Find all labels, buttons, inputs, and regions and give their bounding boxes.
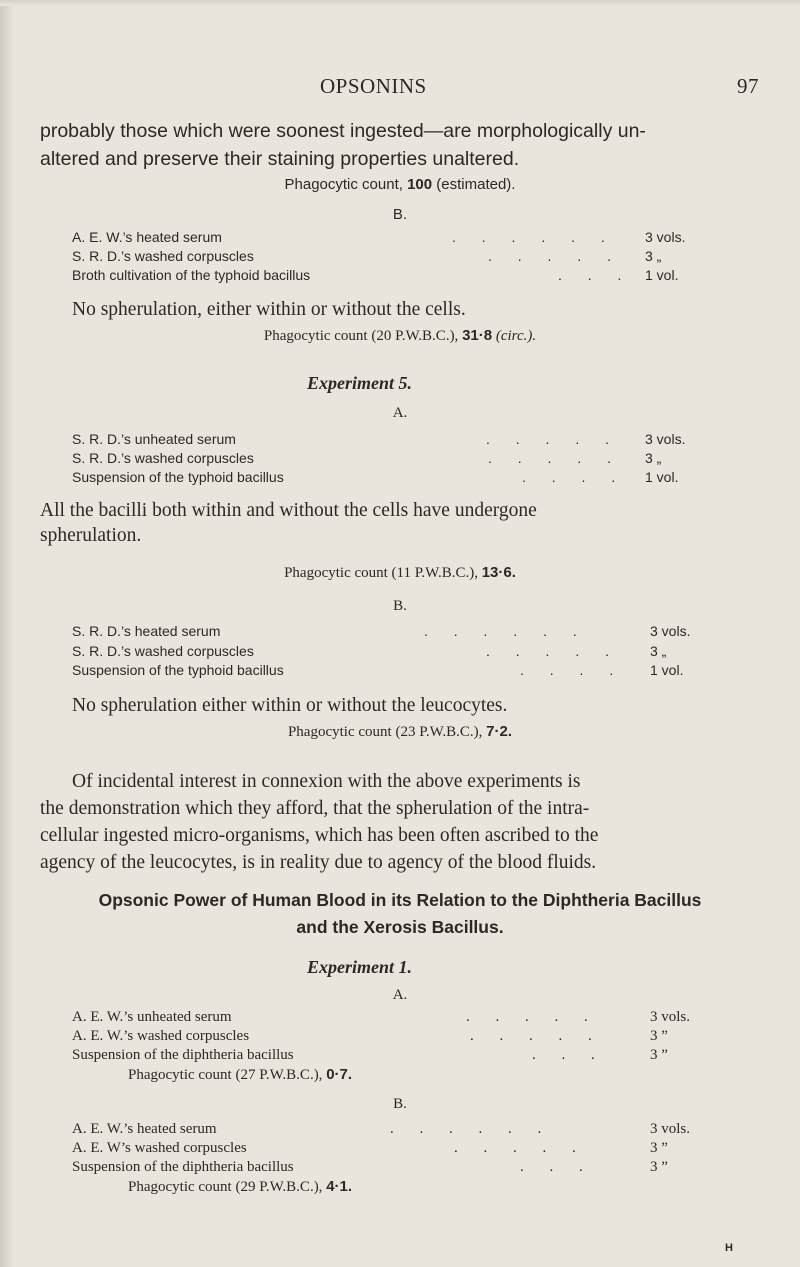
table-row: A. E. W.’s heated serum . . . . . . 3 vols. [72,229,686,245]
table-row: A. E. W.’s unheated serum . . . . . 3 vols. [72,1009,691,1025]
section-heading: Opsonic Power of Human Blood in its Relation to the Diphtheria Bacillus and the Xerosis Bacillus. [98,890,702,937]
subsection-label: B. [393,598,407,614]
observation: All the bacilli both within and without the cells have undergone spherulation. [40,500,537,546]
paragraph-continuation: probably those which were soonest ingested—are morphologically un- altered and preserve their staining properties unaltered. [40,120,646,170]
observation: No spherulation, either within or without the cells. [72,299,466,320]
observation: No spherulation either within or without the leucocytes. [72,695,508,716]
subsection-label: A. [392,405,408,421]
experiment-heading: Experiment 5. [307,373,413,393]
table-row: Suspension of the typhoid bacillus . . . . 1 vol. [72,469,679,485]
subsection-label: A. [392,987,408,1003]
table-row: S. R. D.’s unheated serum . . . . . 3 vols. [72,431,686,447]
signature-mark: H [725,1242,733,1254]
page-top-shadow [0,0,800,6]
table-row: A. E. W.’s heated serum . . . . . . 3 vols. [72,1121,691,1137]
phagocytic-count: Phagocytic count, 100 (estimated). [284,176,516,193]
table-row: Suspension of the typhoid bacillus . . . . 1 vol. [72,662,684,678]
subsection-label: B. [392,206,408,223]
subsection-label: B. [393,1096,407,1112]
running-header [0,74,800,104]
table-row: Suspension of the diphtheria bacillus . . . 3 ” [72,1159,668,1175]
table-row: S. R. D.’s heated serum . . . . . . 3 vols. [72,623,691,639]
table-row: Broth cultivation of the typhoid bacillus . . . 1 vol. [72,267,679,283]
phagocytic-count: Phagocytic count (29 P.W.B.C.), 4·1. [128,1178,353,1195]
page-number: 97 [737,74,759,98]
table-row: Suspension of the diphtheria bacillus . . . 3 ” [72,1047,668,1063]
phagocytic-count: Phagocytic count (23 P.W.B.C.), 7·2. [287,723,513,740]
phagocytic-count: Phagocytic count (11 P.W.B.C.), 13·6. [284,564,516,581]
running-title: OPSONINS [320,74,427,98]
discussion-paragraph: Of incidental interest in connexion with the above experiments is the demonstration which they afford, that the spherulation of the intra- cellular ingested micro-organisms, which has been often ascribed to the agency of the leucocytes, is in reality due to agency of the blood fluids. [40,771,599,873]
table-row: A. E. W’s washed corpuscles . . . . . 3 ” [72,1140,668,1156]
phagocytic-count: Phagocytic count (20 P.W.B.C.), 31·8 (circ.). [263,327,537,344]
table-row: S. R. D.’s washed corpuscles . . . . . 3 „ [72,643,667,659]
table-row: A. E. W.’s washed corpuscles . . . . . 3 ” [72,1028,668,1044]
experiment-heading: Experiment 1. [307,957,413,977]
phagocytic-count: Phagocytic count (27 P.W.B.C.), 0·7. [128,1066,353,1083]
table-row: S. R. D.’s washed corpuscles . . . . . 3 „ [72,248,662,264]
table-row: S. R. D.’s washed corpuscles . . . . . 3 „ [72,450,662,466]
